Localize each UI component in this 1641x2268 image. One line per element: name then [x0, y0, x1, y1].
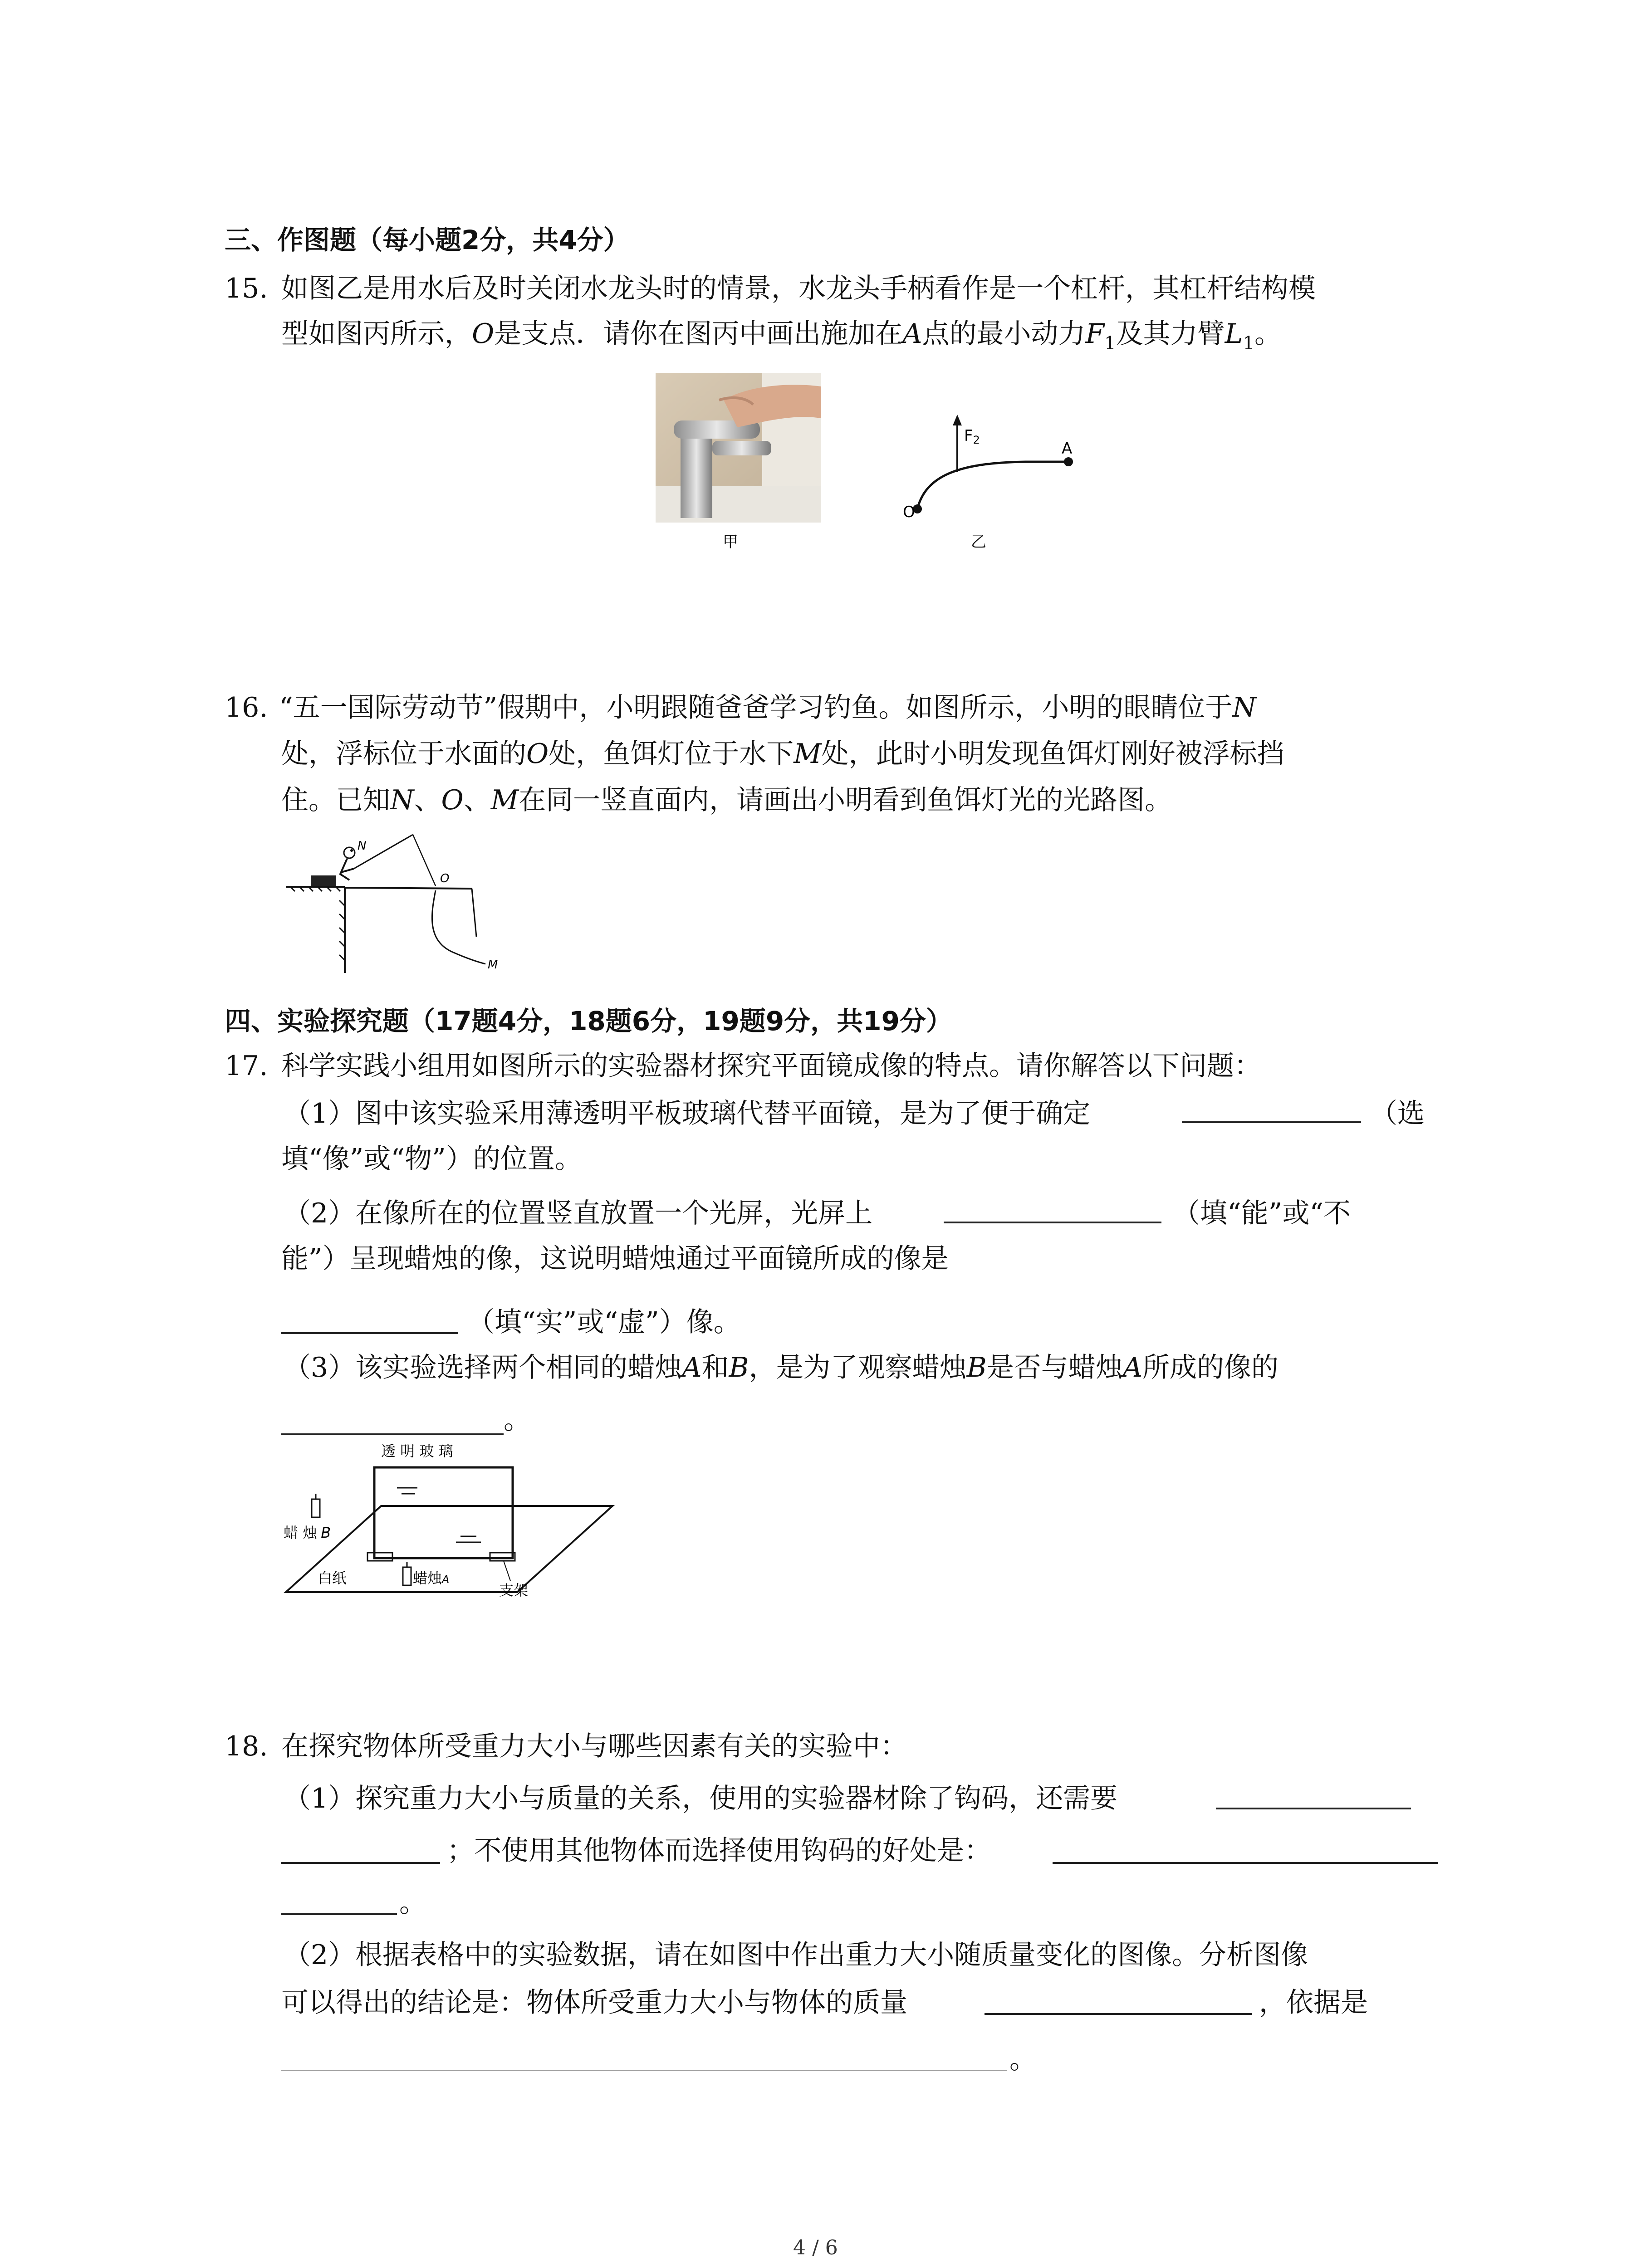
q17-p2-answer-blank-2[interactable] — [281, 1332, 458, 1334]
q17-p3-line — [284, 1354, 1279, 1381]
fishing-line — [413, 835, 436, 886]
q18-p1-answer-blank-4[interactable] — [281, 1913, 397, 1915]
q15-number: 15. — [225, 273, 268, 304]
q17-p3-text-d: 所成的像的 — [1142, 1352, 1279, 1383]
q18-p1-end: 。 — [399, 1887, 426, 1919]
q18-p1-answer-blank-1[interactable] — [1216, 1808, 1411, 1809]
label-a: A — [1062, 440, 1073, 458]
eye-point-n — [350, 849, 353, 852]
q17-p3-and: 和 — [701, 1352, 729, 1383]
q16-var-M: M — [794, 738, 822, 770]
q18-p2-text-a: （2）根据表格中的实验数据，请在如图中作出重力大小随质量变化的图像。分析图像 — [284, 1939, 1308, 1971]
section-3-title: 三、作图题（每小题2分，共4分） — [225, 225, 630, 255]
q16-line2-text-b: 处，鱼饵灯位于水下 — [549, 738, 794, 770]
label-o: O — [440, 872, 450, 885]
fisherman-head — [344, 847, 355, 858]
q18-number: 18. — [225, 1730, 268, 1762]
label-glass: 透 明 玻 璃 — [381, 1442, 453, 1460]
q17-p3-text-a: （3）该实验选择两个相同的蜡烛 — [284, 1352, 682, 1383]
q16-line3-text-b: 在同一竖直面内，请画出小明看到鱼饵灯光的光路图。 — [519, 784, 1172, 816]
q16-line1-text: “五一国际劳动节”假期中，小明跟随爸爸学习钓鱼。如图所示，小明的眼睛位于 — [279, 692, 1233, 723]
q17-p2-text-b: （填“能”或“不 — [1173, 1198, 1351, 1229]
label-f2-letter: F — [964, 427, 973, 445]
glass-plate — [374, 1467, 513, 1558]
q17-p1-text-a: （1）图中该实验采用薄透明平板玻璃代替平面镜，是为了便于确定 — [284, 1098, 1091, 1129]
label-candle-a — [413, 1569, 449, 1587]
q15-var-L-sub: 1 — [1243, 333, 1254, 354]
q17-p2-text-c: 能”）呈现蜡烛的像，这说明蜡烛通过平面镜所成的像是 — [281, 1243, 949, 1275]
label-candle-b-letter: B — [321, 1524, 331, 1541]
q16-var-M-2: M — [490, 784, 519, 816]
section-4-title: 四、实验探究题（17题4分，18题6分，19题9分，共19分） — [225, 1006, 952, 1036]
q15-var-L: L — [1225, 318, 1243, 350]
q18-p2-end: 。 — [1009, 2043, 1037, 2075]
q16-var-O: O — [526, 738, 549, 770]
underwater-line — [432, 890, 485, 964]
lever-arm — [917, 462, 1068, 509]
q16-line3-text-a: 住。已知 — [281, 784, 390, 816]
label-stand: 支架 — [499, 1582, 529, 1599]
q15-line2-text-c: 点的最小动力 — [922, 318, 1086, 350]
q18-p2-answer-blank-1[interactable] — [985, 2013, 1252, 2015]
label-n: N — [358, 839, 367, 853]
label-o: O — [903, 503, 915, 521]
q16-line2 — [281, 738, 1284, 770]
q15-line1: 如图乙是用水后及时关闭水龙头时的情景，水龙头手柄看作是一个杠杆，其杠杆结构模 — [281, 273, 1316, 304]
q17-var-B: B — [729, 1352, 749, 1383]
q18-p1-answer-blank-2[interactable] — [281, 1862, 440, 1864]
q17-p3-text-c: 是否与蜡烛 — [986, 1352, 1123, 1383]
q15-line2-text-b: 是支点．请你在图丙中画出施加在 — [494, 318, 903, 350]
fisherman-seat — [311, 875, 336, 886]
q17-p2-text-d: （填“实”或“虚”）像。 — [467, 1306, 741, 1338]
label-candle-a-letter: A — [442, 1573, 450, 1586]
q16-number: 16. — [225, 692, 268, 723]
q17-p1-answer-blank[interactable] — [1182, 1121, 1361, 1123]
q16-var-N: N — [1232, 692, 1256, 723]
faucet-photo-illustration — [656, 373, 821, 523]
q15-var-A: A — [902, 318, 922, 350]
q15-caption-left: 甲 — [723, 533, 738, 551]
water-surface — [345, 888, 472, 889]
bed-line — [472, 889, 476, 937]
q15-line2-text-a: 型如图丙所示， — [281, 318, 472, 350]
q15-var-O: O — [472, 318, 495, 350]
page-number: 4 / 6 — [793, 2236, 838, 2259]
q16-var-O-2: O — [441, 784, 464, 816]
label-candle-b-text: 蜡 烛 — [284, 1524, 318, 1541]
q17-intro: 科学实践小组用如图所示的实验器材探究平面镜成像的特点。请你解答以下问题： — [281, 1050, 1261, 1082]
q18-p1-text-a: （1）探究重力大小与质量的关系，使用的实验器材除了钩码，还需要 — [284, 1783, 1118, 1814]
arrow-head-icon — [953, 415, 962, 425]
label-paper: 白纸 — [318, 1569, 347, 1587]
fisherman-body — [340, 859, 354, 880]
label-candle-b — [284, 1524, 331, 1541]
q16-line2-text-c: 处，此时小明发现鱼饵灯刚好被浮标挡 — [821, 738, 1284, 770]
q15-var-F-sub: 1 — [1104, 333, 1116, 354]
q17-p2-text-a: （2）在像所在的位置竖直放置一个光屏，光屏上 — [284, 1198, 873, 1229]
q18-p1-answer-blank-3[interactable] — [1053, 1862, 1438, 1864]
label-f2-sub: 2 — [973, 434, 980, 446]
candle-a — [403, 1567, 411, 1585]
q18-p1-text-b: ；不使用其他物体而选择使用钩码的好处是： — [447, 1835, 991, 1867]
q16-line3 — [281, 784, 1172, 816]
q17-var-A: A — [682, 1352, 702, 1383]
lever-diagram — [889, 408, 1080, 526]
q17-p1-text-b: （选 — [1370, 1098, 1425, 1129]
stand-left — [367, 1553, 392, 1561]
fishing-diagram — [281, 832, 517, 978]
q16-sep-2: 、 — [463, 784, 491, 816]
q16-var-N-2: N — [390, 784, 414, 816]
q15-line2-text-e: 。 — [1254, 318, 1282, 350]
candle-b — [312, 1499, 320, 1517]
faucet-photo — [656, 373, 821, 523]
q18-p2-text-b: 可以得出的结论是：物体所受重力大小与物体的质量 — [281, 1987, 907, 2019]
q15-var-F: F — [1085, 318, 1105, 350]
plane-mirror-diagram — [281, 1431, 617, 1603]
q15-caption-right: 乙 — [971, 533, 986, 551]
q17-number: 17. — [225, 1050, 268, 1082]
q17-var-A-2: A — [1122, 1352, 1143, 1383]
q16-sep-1: 、 — [414, 784, 441, 816]
label-candle-a-text: 蜡烛 — [413, 1569, 442, 1587]
stand-right — [490, 1553, 515, 1561]
q15-line2 — [281, 320, 1282, 357]
q17-var-B-2: B — [966, 1352, 987, 1383]
q15-line2-text-d: 及其力臂 — [1116, 318, 1225, 350]
q16-line2-text-a: 处，浮标位于水面的 — [281, 738, 526, 770]
q18-p2-text-c: ，依据是 — [1259, 1987, 1368, 2019]
q17-p1-text-c: 填“像”或“物”）的位置。 — [281, 1143, 582, 1175]
q17-p2-answer-blank-1[interactable] — [944, 1222, 1161, 1223]
q18-intro: 在探究物体所受重力大小与哪些因素有关的实验中： — [281, 1730, 907, 1762]
q17-p3-text-b: ，是为了观察蜡烛 — [749, 1352, 967, 1383]
q16-line1 — [279, 694, 1256, 721]
point-a — [1064, 457, 1073, 466]
label-f2 — [964, 427, 980, 446]
label-m: M — [488, 958, 498, 972]
q18-p2-answer-blank-2[interactable] — [281, 2070, 1007, 2071]
q17-p3-end: 。 — [504, 1404, 531, 1436]
